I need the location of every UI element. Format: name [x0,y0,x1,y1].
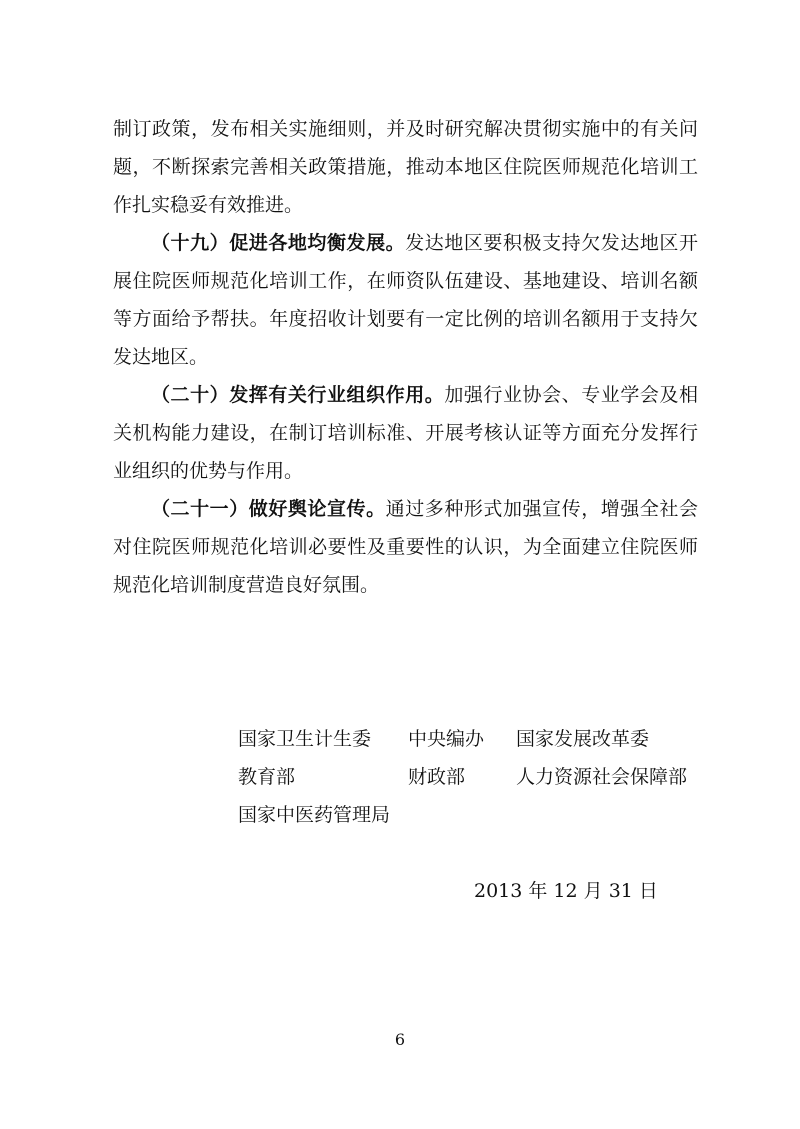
paragraph-section-20 [113,376,698,490]
paragraph-text: 发达地区要积极支持欠发达地区开展住院医师规范化培训工作，在师资队伍建设、基地建设、培训名额等方面给予帮扶。年度招收计划要有一定比例的培训名额用于支持欠发达地区。 [113,232,698,368]
signatory-block [238,720,708,834]
paragraph-text: 加强行业协会、专业学会及相关机构能力建设，在制订培训标准、开展考核认证等方面充分发挥行业组织的优势与作用。 [113,384,698,482]
signatory-name: 中央编办 [408,728,485,750]
section-heading: （二十一）做好舆论宣传。 [151,498,386,520]
paragraph-text: 通过多种形式加强宣传，增强全社会对住院医师规范化培训必要性及重要性的认识，为全面建立住院医师规范化培训制度营造良好氛围。 [113,498,698,596]
document-date: 2013 年 12 月 31 日 [474,880,658,902]
signatory-row [238,796,708,834]
signatory-name: 国家发展改革委 [516,728,650,750]
signatory-name: 人力资源社会保障部 [516,766,688,788]
signatory-row [238,720,708,758]
signatory-name: 财政部 [408,766,466,788]
signatory-name: 教育部 [238,766,296,788]
signatory-name: 国家卫生计生委 [238,728,372,750]
signatory-name: 国家中医药管理局 [238,804,391,826]
signatory-row [238,758,708,796]
section-heading: （十九）促进各地均衡发展。 [151,232,406,254]
paragraph-section-21 [113,490,698,604]
page-number: 6 [394,1030,406,1049]
paragraph-text: 制订政策，发布相关实施细则，并及时研究解决贯彻实施中的有关问题，不断探索完善相关政策措施，推动本地区住院医师规范化培训工作扎实稳妥有效推进。 [113,118,698,216]
section-heading: （二十）发挥有关行业组织作用。 [151,384,445,406]
paragraph-section-19 [113,224,698,376]
paragraph-policy-continuation [113,110,698,224]
